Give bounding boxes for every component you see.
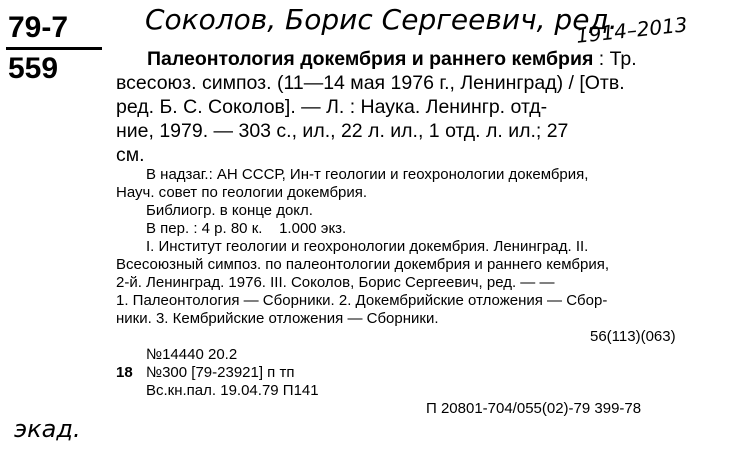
control-line-2: №300 [79-23921] п тп [146, 364, 295, 381]
entry-line-2: всесоюз. симпоз. (11—14 мая 1976 г., Ленинград) / [Отв. [116, 72, 625, 94]
notes-line-4: В пер. : 4 р. 80 к. 1.000 экз. [146, 220, 347, 237]
classification-code: 56(113)(063) [590, 328, 676, 345]
control-line-1: №14440 20.2 [146, 346, 238, 363]
handwritten-author: Соколов, Борис Сергеевич, ред. [145, 3, 618, 36]
call-number-top: 79-7 [8, 11, 69, 44]
card-code: П 20801-704/055(02)-79 399-78 [426, 400, 642, 417]
handwritten-years: 1914–2013 [574, 12, 689, 48]
handwritten-bottom-note: экад. [14, 415, 81, 443]
control-line-2-prefix: 18 [116, 364, 133, 381]
control-line-3: Вс.кн.пал. 19.04.79 П141 [146, 382, 319, 399]
notes-line-5: I. Институт геологии и геохронологии докембрия. Ленинград. II. [146, 238, 589, 255]
entry-title: Палеонтология докембрия и раннего кембрия [147, 48, 594, 70]
entry-line-5: см. [116, 144, 145, 166]
notes-line-2: Науч. совет по геологии докембрия. [116, 184, 368, 201]
entry-line-1-rest: : Тр. [593, 48, 637, 70]
notes-line-7: 2-й. Ленинград. 1976. III. Соколов, Борис Сергеевич, ред. — — [116, 274, 555, 291]
entry-line-3: ред. Б. С. Соколов]. — Л. : Наука. Ленингр. отд- [116, 96, 548, 118]
call-number-bottom: 559 [8, 52, 59, 85]
notes-line-3: Библиогр. в конце докл. [146, 202, 313, 219]
entry-line-1 [147, 48, 637, 72]
notes-line-6: Всесоюзный симпоз. по палеонтологии докембрия и раннего кембрия, [116, 256, 610, 273]
notes-line-8: 1. Палеонтология — Сборники. 2. Докембрийские отложения — Сбор- [116, 292, 608, 309]
notes-line-9: ники. 3. Кембрийские отложения — Сборники. [116, 310, 439, 327]
entry-line-4: ние, 1979. — 303 с., ил., 22 л. ил., 1 отд. л. ил.; 27 [116, 120, 569, 142]
notes-line-1: В надзаг.: АН СССР, Ин-т геологии и геохронологии докембрия, [146, 166, 589, 183]
call-number-divider [6, 47, 102, 50]
